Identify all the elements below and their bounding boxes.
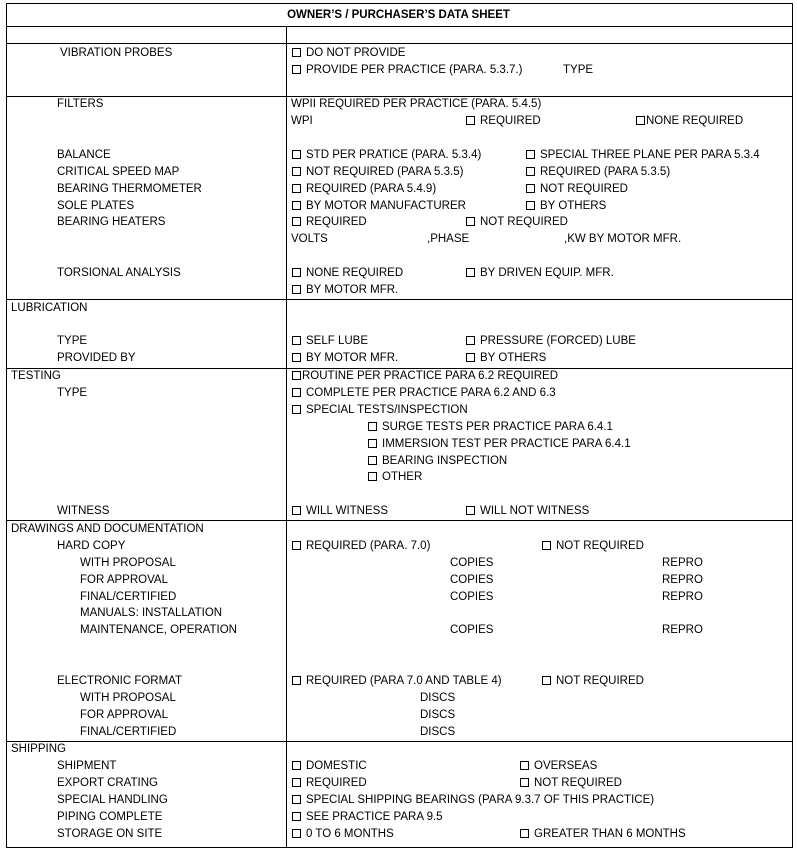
- hard-copy-label: HARD COPY: [57, 540, 126, 552]
- hc-manuals-copies: COPIES: [450, 624, 494, 636]
- torsional-analysis-label: TORSIONAL ANALYSIS: [57, 267, 181, 279]
- drawings-section-label: DRAWINGS AND DOCUMENTATION: [11, 523, 204, 535]
- storage-greater-6-option[interactable]: GREATER THAN 6 MONTHS: [520, 827, 686, 841]
- hc-with-proposal-label: WITH PROPOSAL: [80, 557, 176, 569]
- divider: [6, 299, 793, 300]
- checkbox[interactable]: [292, 761, 301, 770]
- checkbox[interactable]: [636, 116, 645, 125]
- checkbox[interactable]: [292, 405, 301, 414]
- checkbox[interactable]: [466, 116, 475, 125]
- checkbox[interactable]: [542, 676, 551, 685]
- checkbox[interactable]: [526, 201, 535, 210]
- vibration-provide-option[interactable]: PROVIDE PER PRACTICE (PARA. 5.3.7.): [292, 63, 522, 77]
- checkbox[interactable]: [542, 541, 551, 550]
- electronic-not-required-option[interactable]: NOT REQUIRED: [542, 674, 644, 688]
- lubrication-provided-by-label: PROVIDED BY: [57, 352, 136, 364]
- testing-special-option[interactable]: SPECIAL TESTS/INSPECTION: [292, 403, 468, 417]
- storage-0-6-option[interactable]: 0 TO 6 MONTHS: [292, 827, 394, 841]
- lube-others-option[interactable]: BY OTHERS: [466, 351, 546, 365]
- checkbox[interactable]: [292, 778, 301, 787]
- testing-immersion-option[interactable]: IMMERSION TEST PER PRACTICE PARA 6.4.1: [368, 437, 631, 451]
- testing-type-label: TYPE: [57, 387, 88, 399]
- testing-surge-option[interactable]: SURGE TESTS PER PRACTICE PARA 6.4.1: [368, 420, 613, 434]
- checkbox[interactable]: [466, 217, 475, 226]
- checkbox[interactable]: [466, 506, 475, 515]
- checkbox[interactable]: [292, 65, 301, 74]
- testing-other-option[interactable]: OTHER: [368, 470, 422, 484]
- hc-final-certified-label: FINAL/CERTIFIED: [80, 591, 177, 603]
- filters-wpii-text: WPII REQUIRED PER PRACTICE (PARA. 5.4.5): [291, 98, 542, 110]
- heaters-phase-label: ,PHASE: [427, 233, 470, 245]
- divider: [6, 26, 793, 27]
- checkbox[interactable]: [368, 472, 377, 481]
- thermometer-not-required-option[interactable]: NOT REQUIRED: [526, 182, 628, 196]
- shipment-domestic-option[interactable]: DOMESTIC: [292, 759, 367, 773]
- shipment-overseas-option[interactable]: OVERSEAS: [520, 759, 597, 773]
- checkbox[interactable]: [292, 795, 301, 804]
- checkbox[interactable]: [466, 353, 475, 362]
- lube-self-option[interactable]: SELF LUBE: [292, 334, 368, 348]
- filters-required-option[interactable]: REQUIRED: [466, 114, 541, 128]
- checkbox[interactable]: [292, 371, 301, 380]
- checkbox[interactable]: [520, 761, 529, 770]
- checkbox[interactable]: [292, 829, 301, 838]
- export-required-option[interactable]: REQUIRED: [292, 776, 367, 790]
- heaters-kw-label: ,KW BY MOTOR MFR.: [564, 233, 682, 245]
- shipment-label: SHIPMENT: [57, 760, 117, 772]
- witness-label: WITNESS: [57, 505, 110, 517]
- checkbox[interactable]: [368, 456, 377, 465]
- hc-for-approval-label: FOR APPROVAL: [80, 574, 168, 586]
- heaters-volts-label: VOLTS: [291, 233, 328, 245]
- checkbox[interactable]: [292, 336, 301, 345]
- checkbox[interactable]: [292, 268, 301, 277]
- checkbox[interactable]: [368, 422, 377, 431]
- checkbox[interactable]: [526, 167, 535, 176]
- filters-wpi-text: WPI: [291, 115, 313, 127]
- testing-section-label: TESTING: [11, 370, 61, 382]
- thermometer-required-option[interactable]: REQUIRED (PARA 5.4.9): [292, 182, 436, 196]
- torsional-driven-equip-option[interactable]: BY DRIVEN EQUIP. MFR.: [466, 266, 614, 280]
- lubrication-type-label: TYPE: [57, 335, 88, 347]
- hc-maintenance-label: MAINTENANCE, OPERATION: [80, 624, 237, 636]
- checkbox[interactable]: [520, 778, 529, 787]
- checkbox[interactable]: [292, 184, 301, 193]
- bearing-heaters-label: BEARING HEATERS: [57, 216, 166, 228]
- testing-bearing-inspection-option[interactable]: BEARING INSPECTION: [368, 454, 507, 468]
- el-with-proposal-label: WITH PROPOSAL: [80, 692, 176, 704]
- will-not-witness-option[interactable]: WILL NOT WITNESS: [466, 504, 589, 518]
- bearing-thermometer-label: BEARING THERMOMETER: [57, 183, 202, 195]
- hc-for-approval-copies: COPIES: [450, 574, 494, 586]
- torsional-none-required-option[interactable]: NONE REQUIRED: [292, 266, 403, 280]
- electronic-format-label: ELECTRONIC FORMAT: [57, 675, 183, 687]
- hc-final-certified-repro: REPRO: [662, 591, 703, 603]
- critical-required-option[interactable]: REQUIRED (PARA 5.3.5): [526, 165, 670, 179]
- filters-label: FILTERS: [57, 98, 104, 110]
- checkbox[interactable]: [292, 217, 301, 226]
- divider: [6, 43, 793, 44]
- shipping-section-label: SHIPPING: [11, 743, 66, 755]
- checkbox[interactable]: [292, 353, 301, 362]
- el-final-certified-label: FINAL/CERTIFIED: [80, 726, 177, 738]
- piping-complete-label: PIPING COMPLETE: [57, 811, 163, 823]
- hc-with-proposal-copies: COPIES: [450, 557, 494, 569]
- checkbox[interactable]: [292, 167, 301, 176]
- soleplates-motor-mfr-option[interactable]: BY MOTOR MANUFACTURER: [292, 199, 466, 213]
- critical-speed-map-label: CRITICAL SPEED MAP: [57, 166, 180, 178]
- checkbox[interactable]: [292, 812, 301, 821]
- export-not-required-option[interactable]: NOT REQUIRED: [520, 776, 622, 790]
- heaters-required-option[interactable]: REQUIRED: [292, 215, 367, 229]
- hc-for-approval-repro: REPRO: [662, 574, 703, 586]
- will-witness-option[interactable]: WILL WITNESS: [292, 504, 388, 518]
- lube-motor-mfr-option[interactable]: BY MOTOR MFR.: [292, 351, 398, 365]
- balance-std-option[interactable]: STD PER PRATICE (PARA. 5.3.4): [292, 148, 481, 162]
- special-handling-label: SPECIAL HANDLING: [57, 794, 168, 806]
- checkbox[interactable]: [292, 150, 301, 159]
- el-with-proposal-discs: DISCS: [420, 692, 456, 704]
- checkbox[interactable]: [292, 676, 301, 685]
- page-title: OWNER’S / PURCHASER’S DATA SHEET: [287, 9, 510, 21]
- divider: [6, 741, 793, 742]
- checkbox[interactable]: [520, 829, 529, 838]
- critical-not-required-option[interactable]: NOT REQUIRED (PARA 5.3.5): [292, 165, 463, 179]
- el-final-certified-discs: DISCS: [420, 726, 456, 738]
- hardcopy-required-option[interactable]: REQUIRED (PARA. 7.0): [292, 539, 430, 553]
- divider: [6, 520, 793, 521]
- checkbox[interactable]: [292, 541, 301, 550]
- soleplates-others-option[interactable]: BY OTHERS: [526, 199, 606, 213]
- piping-see-practice-option[interactable]: SEE PRACTICE PARA 9.5: [292, 810, 443, 824]
- lube-pressure-option[interactable]: PRESSURE (FORCED) LUBE: [466, 334, 636, 348]
- vibration-do-not-provide-option[interactable]: DO NOT PROVIDE: [292, 46, 405, 60]
- checkbox[interactable]: [292, 48, 301, 57]
- checkbox[interactable]: [292, 388, 301, 397]
- torsional-motor-mfr-option[interactable]: BY MOTOR MFR.: [292, 283, 398, 297]
- el-for-approval-discs: DISCS: [420, 709, 456, 721]
- checkbox[interactable]: [466, 268, 475, 277]
- checkbox[interactable]: [292, 506, 301, 515]
- column-divider: [286, 26, 287, 848]
- balance-special-option[interactable]: SPECIAL THREE PLANE PER PARA 5.3.4: [526, 148, 760, 162]
- hc-final-certified-copies: COPIES: [450, 591, 494, 603]
- hc-manuals-repro: REPRO: [662, 624, 703, 636]
- checkbox[interactable]: [466, 336, 475, 345]
- checkbox[interactable]: [292, 201, 301, 210]
- electronic-required-option[interactable]: REQUIRED (PARA 7.0 AND TABLE 4): [292, 674, 502, 688]
- storage-on-site-label: STORAGE ON SITE: [57, 828, 163, 840]
- heaters-not-required-option[interactable]: NOT REQUIRED: [466, 215, 568, 229]
- checkbox[interactable]: [368, 439, 377, 448]
- vibration-probes-label: VIBRATION PROBES: [60, 47, 173, 59]
- lubrication-section-label: LUBRICATION: [11, 302, 88, 314]
- sole-plates-label: SOLE PLATES: [57, 200, 135, 212]
- checkbox[interactable]: [526, 184, 535, 193]
- checkbox[interactable]: [292, 285, 301, 294]
- checkbox[interactable]: [526, 150, 535, 159]
- filters-none-required-option[interactable]: NONE REQUIRED: [636, 114, 743, 128]
- hc-with-proposal-repro: REPRO: [662, 557, 703, 569]
- el-for-approval-label: FOR APPROVAL: [80, 709, 168, 721]
- hc-manuals-label: MANUALS: INSTALLATION: [80, 607, 223, 619]
- export-crating-label: EXPORT CRATING: [57, 777, 158, 789]
- vibration-type-label: TYPE: [563, 64, 594, 76]
- hardcopy-not-required-option[interactable]: NOT REQUIRED: [542, 539, 644, 553]
- balance-label: BALANCE: [57, 149, 111, 161]
- testing-complete-option[interactable]: COMPLETE PER PRACTICE PARA 6.2 AND 6.3: [292, 386, 556, 400]
- special-shipping-bearings-option[interactable]: SPECIAL SHIPPING BEARINGS (PARA 9.3.7 OF THIS PRACTICE): [292, 793, 654, 807]
- testing-routine-option[interactable]: ROUTINE PER PRACTICE PARA 6.2 REQUIRED: [292, 369, 558, 383]
